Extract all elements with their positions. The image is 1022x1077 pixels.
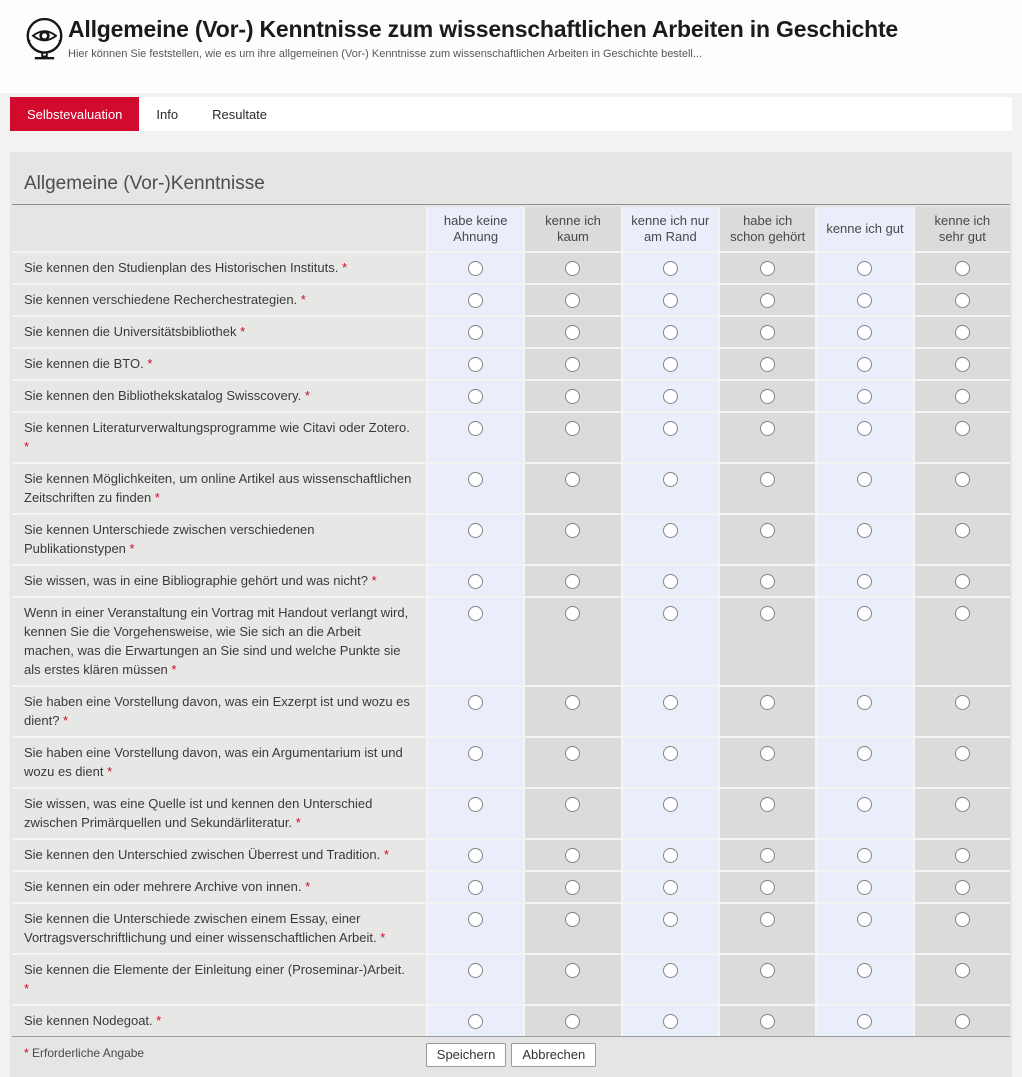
- answer-cell: [525, 464, 620, 513]
- answer-cell: [817, 904, 912, 953]
- answer-cell: [915, 840, 1010, 870]
- save-button[interactable]: Speichern: [426, 1043, 507, 1067]
- required-asterisk: *: [171, 662, 177, 677]
- radio-option[interactable]: [468, 695, 483, 710]
- answer-cell: [720, 317, 815, 347]
- answer-cell: [525, 872, 620, 902]
- radio-option[interactable]: [468, 523, 483, 538]
- answer-cell: [915, 285, 1010, 315]
- radio-option[interactable]: [565, 523, 580, 538]
- answer-cell: [720, 789, 815, 838]
- radio-option[interactable]: [955, 574, 970, 589]
- page-subtitle: Hier können Sie feststellen, wie es um ihre allgemeinen (Vor-) Kenntnisse zum wissenschaftlichen Arbeiten in Geschichte bestell...: [68, 48, 703, 60]
- answer-cell: [817, 955, 912, 1004]
- radio-option[interactable]: [663, 261, 678, 276]
- radio-option[interactable]: [663, 606, 678, 621]
- radio-option[interactable]: [663, 880, 678, 895]
- question-label: Wenn in einer Veranstaltung ein Vortrag mit Handout verlangt wird, kennen Sie die Vorgehensweise, wie Sie sich an die Arbeit machen, was die Erwartungen an Sie sind und welche Punkte sie als erstes klären müssen *: [12, 598, 426, 685]
- radio-option[interactable]: [760, 797, 775, 812]
- answer-cell: [817, 738, 912, 787]
- answer-cell: [623, 285, 718, 315]
- radio-option[interactable]: [468, 293, 483, 308]
- question-label: Sie kennen verschiedene Recherchestrategien. *: [12, 285, 426, 315]
- radio-option[interactable]: [760, 421, 775, 436]
- answer-cell: [720, 381, 815, 411]
- radio-option[interactable]: [760, 574, 775, 589]
- answer-cell: [525, 904, 620, 953]
- answer-cell: [623, 381, 718, 411]
- answer-cell: [428, 349, 523, 379]
- radio-option[interactable]: [565, 261, 580, 276]
- radio-option[interactable]: [760, 746, 775, 761]
- answer-cell: [720, 515, 815, 564]
- radio-option[interactable]: [663, 695, 678, 710]
- radio-option[interactable]: [663, 523, 678, 538]
- required-asterisk: *: [295, 815, 301, 830]
- answer-cell: [623, 687, 718, 736]
- answer-cell: [720, 413, 815, 462]
- answer-cell: [915, 872, 1010, 902]
- answer-cell: [817, 349, 912, 379]
- answer-cell: [525, 317, 620, 347]
- answer-cell: [720, 687, 815, 736]
- radio-option[interactable]: [857, 325, 872, 340]
- radio-option[interactable]: [857, 695, 872, 710]
- answer-cell: [915, 566, 1010, 596]
- radio-option[interactable]: [955, 880, 970, 895]
- question-label: Sie haben eine Vorstellung davon, was ein Exzerpt ist und wozu es dient? *: [12, 687, 426, 736]
- answer-cell: [428, 738, 523, 787]
- radio-option[interactable]: [565, 963, 580, 978]
- question-label: Sie haben eine Vorstellung davon, was ein Argumentarium ist und wozu es dient *: [12, 738, 426, 787]
- radio-option[interactable]: [565, 695, 580, 710]
- required-asterisk: *: [147, 356, 153, 371]
- radio-option[interactable]: [760, 357, 775, 372]
- required-asterisk: *: [129, 541, 135, 556]
- radio-option[interactable]: [565, 912, 580, 927]
- required-asterisk: *: [156, 1013, 162, 1028]
- radio-option[interactable]: [857, 848, 872, 863]
- answer-cell: [915, 317, 1010, 347]
- radio-option[interactable]: [468, 848, 483, 863]
- radio-option[interactable]: [760, 880, 775, 895]
- question-label: Sie kennen Möglichkeiten, um online Artikel aus wissenschaftlichen Zeitschriften zu finden *: [12, 464, 426, 513]
- radio-option[interactable]: [468, 1014, 483, 1029]
- radio-option[interactable]: [468, 574, 483, 589]
- radio-option[interactable]: [955, 912, 970, 927]
- tab-resultate[interactable]: Resultate: [212, 106, 268, 122]
- radio-option[interactable]: [565, 746, 580, 761]
- answer-cell: [623, 515, 718, 564]
- required-asterisk: *: [371, 573, 377, 588]
- radio-option[interactable]: [468, 746, 483, 761]
- answer-cell: [623, 253, 718, 283]
- radio-option[interactable]: [955, 421, 970, 436]
- answer-cell: [525, 515, 620, 564]
- required-asterisk: *: [24, 981, 30, 996]
- answer-cell: [623, 317, 718, 347]
- action-buttons: [426, 1043, 596, 1067]
- answer-cell: [525, 285, 620, 315]
- radio-option[interactable]: [955, 325, 970, 340]
- radio-option[interactable]: [468, 357, 483, 372]
- radio-option[interactable]: [565, 293, 580, 308]
- answer-cell: [817, 789, 912, 838]
- answer-cell: [817, 464, 912, 513]
- question-label: Sie wissen, was in eine Bibliographie gehört und was nicht? *: [12, 566, 426, 596]
- answer-cell: [623, 464, 718, 513]
- column-header: habe ich schon gehört: [720, 207, 815, 251]
- radio-option[interactable]: [857, 606, 872, 621]
- radio-option[interactable]: [468, 963, 483, 978]
- tab-selbstevaluation[interactable]: Selbstevaluation: [10, 97, 139, 131]
- question-matrix: [12, 207, 1010, 1037]
- radio-option[interactable]: [468, 472, 483, 487]
- radio-option[interactable]: [760, 606, 775, 621]
- required-asterisk: *: [63, 713, 69, 728]
- radio-option[interactable]: [565, 389, 580, 404]
- question-label: Sie kennen die Universitätsbibliothek *: [12, 317, 426, 347]
- radio-option[interactable]: [663, 1014, 678, 1029]
- answer-cell: [817, 840, 912, 870]
- answer-cell: [817, 285, 912, 315]
- radio-option[interactable]: [857, 912, 872, 927]
- answer-cell: [817, 381, 912, 411]
- answer-cell: [525, 349, 620, 379]
- question-label: Sie kennen die BTO. *: [12, 349, 426, 379]
- radio-option[interactable]: [468, 421, 483, 436]
- radio-option[interactable]: [663, 421, 678, 436]
- tab-info[interactable]: Info: [156, 106, 179, 122]
- radio-option[interactable]: [565, 325, 580, 340]
- radio-option[interactable]: [857, 574, 872, 589]
- answer-cell: [623, 872, 718, 902]
- answer-cell: [915, 253, 1010, 283]
- radio-option[interactable]: [663, 797, 678, 812]
- radio-option[interactable]: [565, 848, 580, 863]
- radio-option[interactable]: [663, 389, 678, 404]
- answer-cell: [720, 349, 815, 379]
- radio-option[interactable]: [565, 472, 580, 487]
- radio-option[interactable]: [663, 293, 678, 308]
- radio-option[interactable]: [468, 325, 483, 340]
- radio-option[interactable]: [663, 472, 678, 487]
- radio-option[interactable]: [663, 574, 678, 589]
- answer-cell: [817, 598, 912, 685]
- answer-cell: [915, 413, 1010, 462]
- radio-option[interactable]: [468, 912, 483, 927]
- question-label: Sie kennen die Unterschiede zwischen einem Essay, einer Vortragsverschriftlichung und einer wissenschaftlichen Arbeit. *: [12, 904, 426, 953]
- radio-option[interactable]: [955, 797, 970, 812]
- radio-option[interactable]: [468, 261, 483, 276]
- radio-option[interactable]: [760, 472, 775, 487]
- radio-option[interactable]: [955, 1014, 970, 1029]
- radio-option[interactable]: [663, 357, 678, 372]
- answer-cell: [817, 566, 912, 596]
- radio-option[interactable]: [955, 606, 970, 621]
- radio-option[interactable]: [857, 963, 872, 978]
- answer-cell: [720, 738, 815, 787]
- column-header: kenne ich sehr gut: [915, 207, 1010, 251]
- answer-cell: [428, 872, 523, 902]
- radio-option[interactable]: [565, 574, 580, 589]
- required-asterisk: *: [154, 490, 160, 505]
- matrix-corner-cell: [12, 207, 426, 251]
- answer-cell: [428, 566, 523, 596]
- answer-cell: [525, 566, 620, 596]
- radio-option[interactable]: [663, 963, 678, 978]
- answer-cell: [915, 515, 1010, 564]
- radio-option[interactable]: [955, 261, 970, 276]
- radio-option[interactable]: [760, 963, 775, 978]
- form-panel: [10, 152, 1012, 1077]
- answer-cell: [623, 738, 718, 787]
- radio-option[interactable]: [468, 797, 483, 812]
- answer-cell: [428, 381, 523, 411]
- answer-cell: [915, 598, 1010, 685]
- answer-cell: [720, 253, 815, 283]
- answer-cell: [428, 285, 523, 315]
- answer-cell: [915, 1006, 1010, 1036]
- form-footer: [12, 1037, 1010, 1067]
- answer-cell: [817, 1006, 912, 1036]
- radio-option[interactable]: [468, 880, 483, 895]
- radio-option[interactable]: [565, 421, 580, 436]
- radio-option[interactable]: [857, 472, 872, 487]
- question-label: Sie wissen, was eine Quelle ist und kennen den Unterschied zwischen Primärquellen und Sekundärliteratur. *: [12, 789, 426, 838]
- answer-cell: [428, 955, 523, 1004]
- answer-cell: [525, 738, 620, 787]
- answer-cell: [428, 464, 523, 513]
- tab-bar: [10, 97, 1012, 131]
- radio-option[interactable]: [760, 695, 775, 710]
- radio-option[interactable]: [857, 293, 872, 308]
- question-label: Sie kennen den Bibliothekskatalog Swisscovery. *: [12, 381, 426, 411]
- radio-option[interactable]: [565, 1014, 580, 1029]
- radio-option[interactable]: [857, 389, 872, 404]
- radio-option[interactable]: [857, 261, 872, 276]
- radio-option[interactable]: [565, 880, 580, 895]
- answer-cell: [915, 349, 1010, 379]
- question-label: Sie kennen die Elemente der Einleitung einer (Proseminar-)Arbeit. *: [12, 955, 426, 1004]
- radio-option[interactable]: [565, 357, 580, 372]
- radio-option[interactable]: [565, 606, 580, 621]
- answer-cell: [623, 955, 718, 1004]
- answer-cell: [428, 840, 523, 870]
- answer-cell: [525, 253, 620, 283]
- answer-cell: [623, 598, 718, 685]
- radio-option[interactable]: [760, 325, 775, 340]
- answer-cell: [915, 955, 1010, 1004]
- radio-option[interactable]: [663, 325, 678, 340]
- answer-cell: [623, 1006, 718, 1036]
- answer-cell: [817, 253, 912, 283]
- page-header: [0, 0, 1022, 93]
- answer-cell: [817, 413, 912, 462]
- section-title-wrap: [12, 152, 1010, 205]
- question-label: Sie kennen den Unterschied zwischen Überrest und Tradition. *: [12, 840, 426, 870]
- radio-option[interactable]: [857, 421, 872, 436]
- answer-cell: [720, 566, 815, 596]
- answer-cell: [623, 789, 718, 838]
- answer-cell: [720, 904, 815, 953]
- answer-cell: [428, 1006, 523, 1036]
- answer-cell: [720, 598, 815, 685]
- radio-option[interactable]: [857, 523, 872, 538]
- answer-cell: [525, 687, 620, 736]
- answer-cell: [623, 840, 718, 870]
- answer-cell: [623, 349, 718, 379]
- column-header: kenne ich nur am Rand: [623, 207, 718, 251]
- radio-option[interactable]: [468, 389, 483, 404]
- radio-option[interactable]: [955, 523, 970, 538]
- radio-option[interactable]: [857, 797, 872, 812]
- question-label: Sie kennen Unterschiede zwischen verschiedenen Publikationstypen *: [12, 515, 426, 564]
- radio-option[interactable]: [955, 472, 970, 487]
- answer-cell: [428, 317, 523, 347]
- radio-option[interactable]: [955, 695, 970, 710]
- radio-option[interactable]: [760, 1014, 775, 1029]
- answer-cell: [720, 285, 815, 315]
- answer-cell: [525, 598, 620, 685]
- answer-cell: [623, 566, 718, 596]
- answer-cell: [915, 687, 1010, 736]
- required-asterisk: *: [24, 439, 30, 454]
- radio-option[interactable]: [955, 293, 970, 308]
- answer-cell: [525, 840, 620, 870]
- radio-option[interactable]: [857, 1014, 872, 1029]
- required-asterisk: *: [240, 324, 246, 339]
- column-header: kenne ich kaum: [525, 207, 620, 251]
- answer-cell: [428, 253, 523, 283]
- answer-cell: [720, 840, 815, 870]
- radio-option[interactable]: [857, 880, 872, 895]
- radio-option[interactable]: [760, 912, 775, 927]
- radio-option[interactable]: [955, 963, 970, 978]
- answer-cell: [428, 515, 523, 564]
- answer-cell: [817, 872, 912, 902]
- answer-cell: [428, 789, 523, 838]
- question-label: Sie kennen Nodegoat. *: [12, 1006, 426, 1036]
- section-title: Allgemeine (Vor-)Kenntnisse: [24, 173, 265, 194]
- radio-option[interactable]: [565, 797, 580, 812]
- answer-cell: [720, 1006, 815, 1036]
- radio-option[interactable]: [857, 746, 872, 761]
- required-asterisk: *: [24, 1046, 29, 1060]
- required-asterisk: *: [304, 388, 310, 403]
- answer-cell: [720, 872, 815, 902]
- radio-option[interactable]: [760, 389, 775, 404]
- answer-cell: [623, 413, 718, 462]
- answer-cell: [428, 904, 523, 953]
- column-header: habe keine Ahnung: [428, 207, 523, 251]
- radio-option[interactable]: [857, 357, 872, 372]
- required-asterisk: *: [341, 260, 348, 275]
- column-header: kenne ich gut: [817, 207, 912, 251]
- page-title: Allgemeine (Vor-) Kenntnisse zum wissenschaftlichen Arbeiten in Geschichte: [68, 16, 899, 42]
- answer-cell: [817, 317, 912, 347]
- required-asterisk: *: [305, 879, 311, 894]
- answer-cell: [525, 381, 620, 411]
- radio-option[interactable]: [468, 606, 483, 621]
- answer-cell: [428, 687, 523, 736]
- radio-option[interactable]: [955, 746, 970, 761]
- answer-cell: [428, 413, 523, 462]
- answer-cell: [525, 789, 620, 838]
- title-block: [68, 14, 898, 61]
- answer-cell: [817, 687, 912, 736]
- answer-cell: [428, 598, 523, 685]
- required-asterisk: *: [380, 930, 386, 945]
- answer-cell: [720, 955, 815, 1004]
- required-asterisk: *: [383, 847, 389, 862]
- answer-cell: [915, 904, 1010, 953]
- answer-cell: [915, 464, 1010, 513]
- radio-option[interactable]: [955, 389, 970, 404]
- answer-cell: [525, 413, 620, 462]
- radio-option[interactable]: [663, 912, 678, 927]
- radio-option[interactable]: [760, 261, 775, 276]
- survey-mirror-eye-icon: [22, 16, 67, 62]
- required-asterisk: *: [107, 764, 113, 779]
- radio-option[interactable]: [955, 357, 970, 372]
- radio-option[interactable]: [663, 746, 678, 761]
- answer-cell: [623, 904, 718, 953]
- answer-cell: [817, 515, 912, 564]
- answer-cell: [720, 464, 815, 513]
- radio-option[interactable]: [663, 848, 678, 863]
- answer-cell: [525, 955, 620, 1004]
- cancel-button[interactable]: Abbrechen: [511, 1043, 596, 1067]
- question-label: Sie kennen ein oder mehrere Archive von innen. *: [12, 872, 426, 902]
- radio-option[interactable]: [760, 523, 775, 538]
- question-label: Sie kennen den Studienplan des Historischen Instituts. *: [12, 253, 426, 283]
- radio-option[interactable]: [760, 848, 775, 863]
- answer-cell: [915, 789, 1010, 838]
- answer-cell: [915, 381, 1010, 411]
- answer-cell: [525, 1006, 620, 1036]
- question-label: Sie kennen Literaturverwaltungsprogramme wie Citavi oder Zotero. *: [12, 413, 426, 462]
- required-note: [24, 1043, 426, 1060]
- required-note-label: Erforderliche Angabe: [32, 1046, 145, 1060]
- radio-option[interactable]: [760, 293, 775, 308]
- radio-option[interactable]: [955, 848, 970, 863]
- required-asterisk: *: [300, 292, 306, 307]
- answer-cell: [915, 738, 1010, 787]
